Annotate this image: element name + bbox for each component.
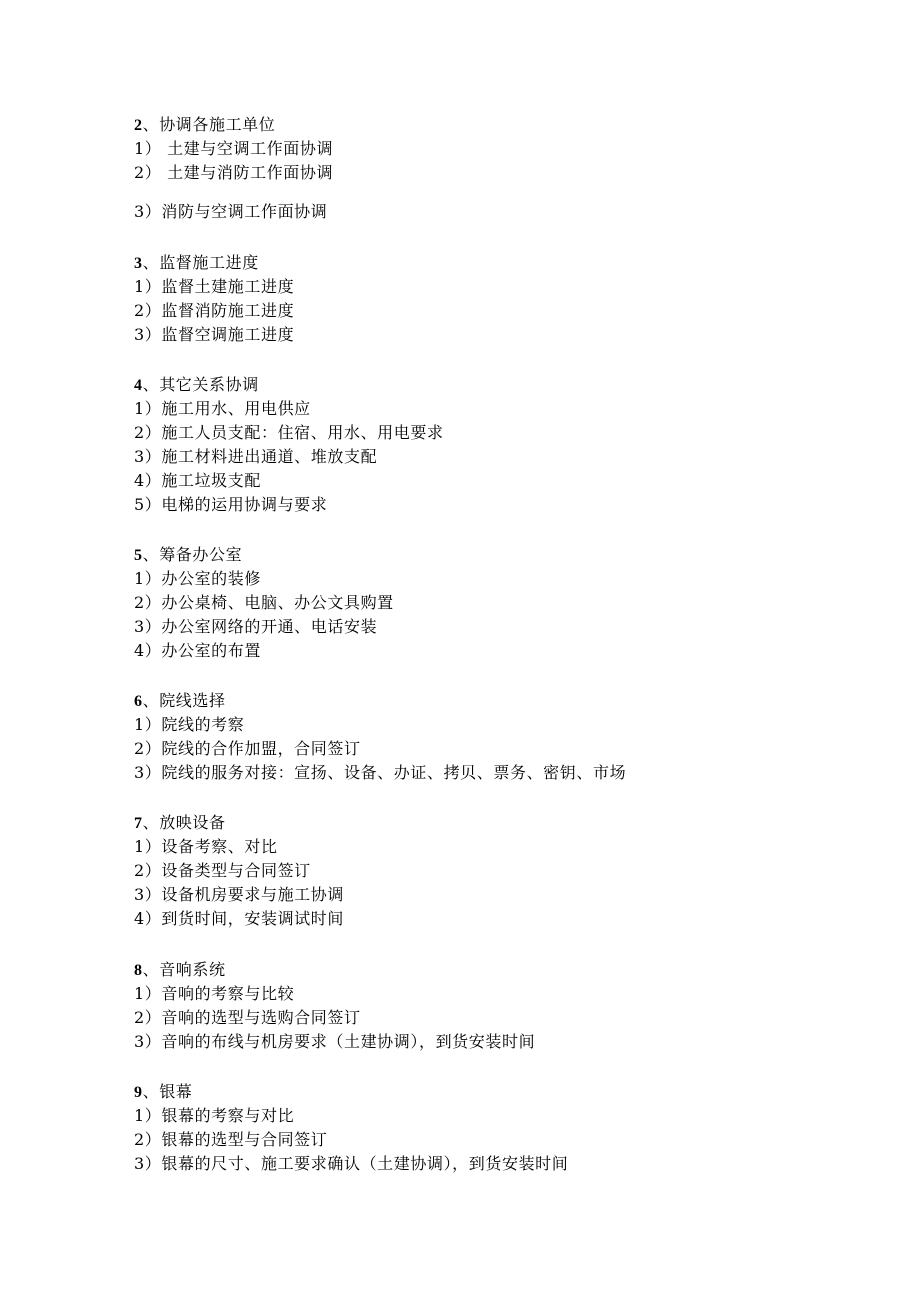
list-item: 2）银幕的选型与合同签订 xyxy=(134,1130,328,1149)
section-title: 、银幕 xyxy=(142,1082,193,1101)
section-title: 、监督施工进度 xyxy=(142,253,259,272)
list-item: 3）消防与空调工作面协调 xyxy=(134,202,328,221)
section-heading xyxy=(134,1082,192,1103)
list-item: 1）音响的考察与比较 xyxy=(134,984,295,1003)
section-number: 2 xyxy=(134,117,143,134)
section-heading xyxy=(134,253,259,274)
section-number: 9 xyxy=(134,1084,143,1101)
list-item: 2）院线的合作加盟，合同签订 xyxy=(134,739,361,758)
section-title: 、音响系统 xyxy=(142,960,226,979)
list-item: 1） 土建与空调工作面协调 xyxy=(134,139,334,158)
list-item: 3）办公室网络的开通、电话安装 xyxy=(134,617,378,636)
list-item: 2）监督消防施工进度 xyxy=(134,301,295,320)
section-number: 4 xyxy=(134,377,143,394)
section-title: 、放映设备 xyxy=(142,813,226,832)
list-item: 3）施工材料进出通道、堆放支配 xyxy=(134,447,378,466)
list-item: 3）院线的服务对接：宣扬、设备、办证、拷贝、票务、密钥、市场 xyxy=(134,763,627,782)
list-item: 1）设备考察、对比 xyxy=(134,837,278,856)
list-item: 1）银幕的考察与对比 xyxy=(134,1106,295,1125)
section-number: 6 xyxy=(134,693,143,710)
list-item: 2）办公桌椅、电脑、办公文具购置 xyxy=(134,593,394,612)
list-item: 1）院线的考察 xyxy=(134,715,245,734)
section-heading xyxy=(134,115,275,136)
section-title: 、筹备办公室 xyxy=(142,545,243,564)
section-title: 、协调各施工单位 xyxy=(142,115,276,134)
list-item: 5）电梯的运用协调与要求 xyxy=(134,495,328,514)
list-item: 3）监督空调施工进度 xyxy=(134,325,295,344)
section-number: 3 xyxy=(134,255,143,272)
section-heading xyxy=(134,691,226,712)
list-item: 2）施工人员支配：住宿、用水、用电要求 xyxy=(134,423,444,442)
section-heading xyxy=(134,545,242,566)
list-item: 4）到货时间，安装调试时间 xyxy=(134,909,344,928)
list-item: 3）设备机房要求与施工协调 xyxy=(134,885,344,904)
list-item: 3）音响的布线与机房要求（土建协调），到货安装时间 xyxy=(134,1032,536,1051)
section-number: 5 xyxy=(134,547,143,564)
list-item: 1）办公室的装修 xyxy=(134,569,261,588)
list-item: 1）施工用水、用电供应 xyxy=(134,399,311,418)
section-number: 7 xyxy=(134,815,143,832)
list-item: 4）施工垃圾支配 xyxy=(134,471,261,490)
section-heading xyxy=(134,375,259,396)
list-item: 4）办公室的布置 xyxy=(134,641,261,660)
list-item: 2） 土建与消防工作面协调 xyxy=(134,163,334,182)
section-heading xyxy=(134,813,226,834)
list-item: 2）设备类型与合同签订 xyxy=(134,861,311,880)
section-title: 、其它关系协调 xyxy=(142,375,259,394)
list-item: 2）音响的选型与选购合同签订 xyxy=(134,1008,361,1027)
section-number: 8 xyxy=(134,962,143,979)
section-title: 、院线选择 xyxy=(142,691,226,710)
section-heading xyxy=(134,960,226,981)
list-item: 1）监督土建施工进度 xyxy=(134,277,295,296)
list-item: 3）银幕的尺寸、施工要求确认（土建协调），到货安装时间 xyxy=(134,1154,569,1173)
